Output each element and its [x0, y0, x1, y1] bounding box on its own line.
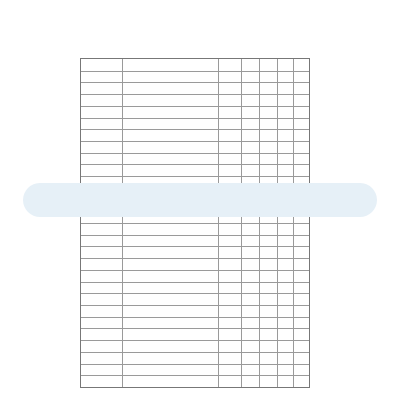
watermark-logo [0, 170, 400, 230]
